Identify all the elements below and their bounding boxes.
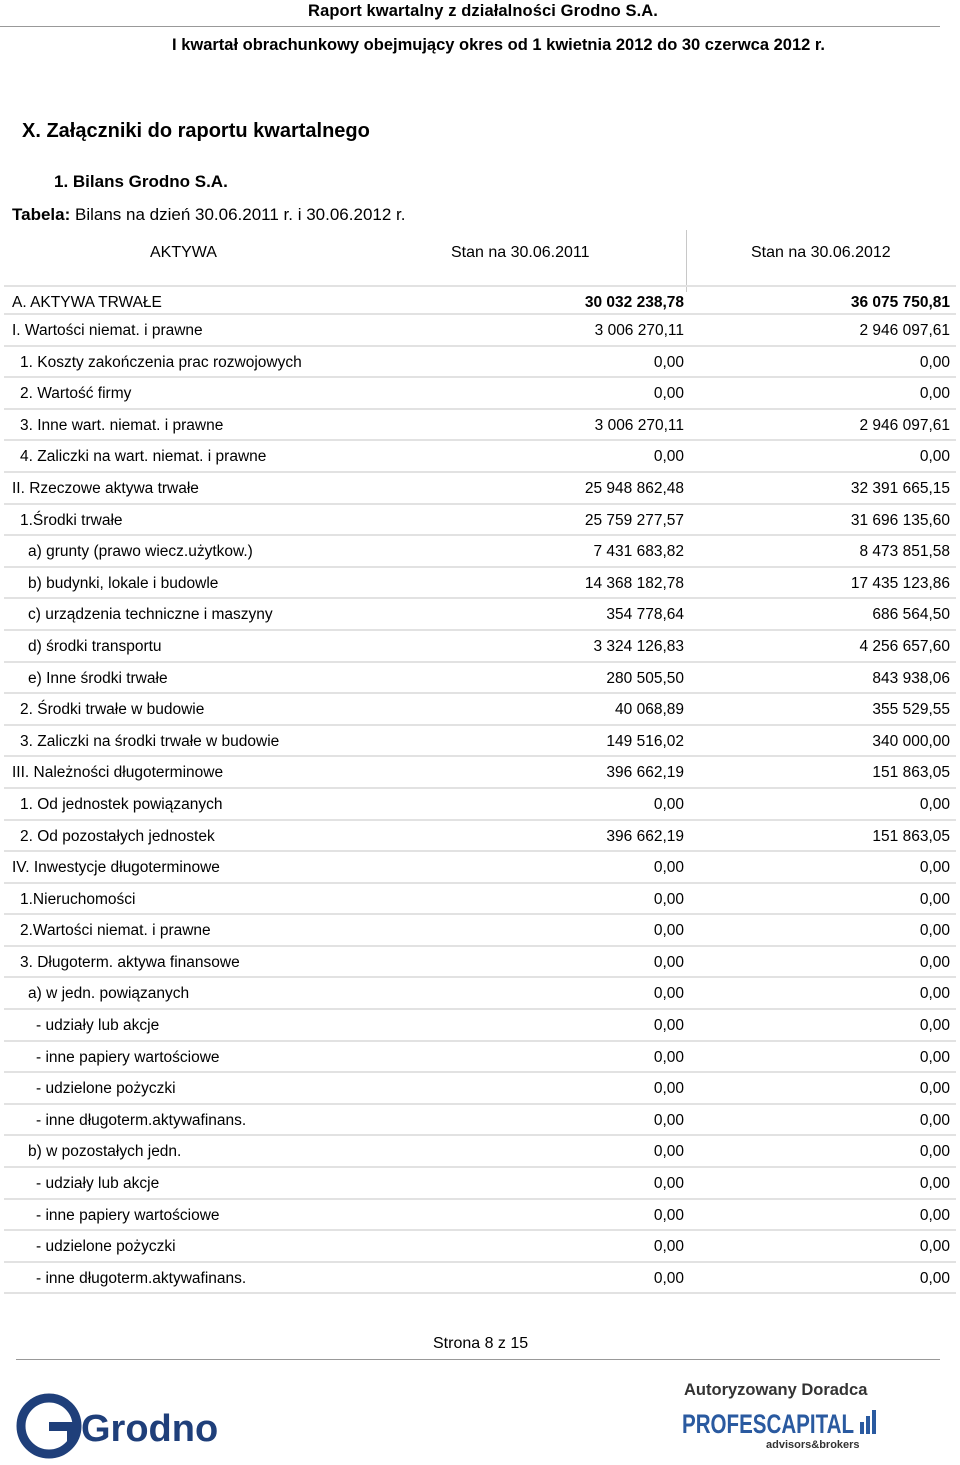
row-value-2012: 0,00: [919, 953, 950, 971]
row-label: 4. Zaliczki na wart. niemat. i prawne: [20, 448, 267, 466]
row-value-2012: 36 075 750,81: [850, 294, 950, 311]
row-value-2012: 0,00: [919, 353, 950, 371]
report-title: Raport kwartalny z działalności Grodno S.A.: [308, 2, 658, 20]
row-value-2012: 4 256 657,60: [859, 637, 950, 655]
row-value-2012: 0,00: [919, 1269, 950, 1287]
row-value-2011: 0,00: [653, 859, 684, 877]
row-value-2011: 354 778,64: [606, 606, 684, 624]
table-row: [4, 315, 956, 347]
row-value-2012: 0,00: [919, 985, 950, 1003]
table-row: [4, 757, 956, 789]
row-value-2011: 0,00: [653, 1111, 684, 1129]
section-title: X. Załączniki do raportu kwartalnego: [22, 120, 370, 142]
table-caption-prefix: Tabela:: [12, 205, 71, 224]
table-row: [4, 1073, 956, 1105]
row-value-2012: 17 435 123,86: [850, 574, 950, 592]
page-number: Strona 8 z 15: [433, 1335, 529, 1352]
table-row: [4, 568, 956, 600]
advisor-label: Autoryzowany Doradca: [684, 1381, 868, 1399]
row-label: A. AKTYWA TRWAŁE: [12, 294, 162, 311]
row-label: - inne papiery wartościowe: [36, 1206, 220, 1224]
row-value-2012: 0,00: [919, 1206, 950, 1224]
row-value-2012: 2 946 097,61: [859, 322, 950, 339]
row-label: 2. Wartość firmy: [20, 385, 132, 403]
table-row: [4, 536, 956, 568]
row-value-2012: 0,00: [919, 922, 950, 940]
row-value-2011: 149 516,02: [606, 732, 684, 750]
profescapital-logo-text: PROFESCAPITAL: [682, 1409, 854, 1439]
row-label: - udzielone pożyczki: [36, 1238, 176, 1256]
row-value-2011: 0,00: [653, 1080, 684, 1098]
row-value-2012: 0,00: [919, 1048, 950, 1066]
row-label: c) urządzenia techniczne i maszyny: [28, 606, 273, 624]
row-value-2012: 0,00: [919, 890, 950, 908]
row-value-2011: 0,00: [653, 1238, 684, 1256]
row-value-2012: 340 000,00: [872, 732, 950, 750]
table-row: [4, 726, 956, 758]
row-label: b) w pozostałych jedn.: [28, 1143, 182, 1161]
table-row: [4, 410, 956, 442]
row-value-2012: 0,00: [919, 1143, 950, 1161]
row-label: - inne długoterm.aktywafinans.: [36, 1269, 247, 1287]
row-value-2011: 396 662,19: [606, 764, 684, 782]
table-row: [4, 631, 956, 663]
table-caption: [12, 205, 405, 225]
column-header-2012: Stan na 30.06.2012: [751, 244, 891, 261]
row-label: 1. Koszty zakończenia prac rozwojowych: [20, 353, 302, 371]
table-row: [4, 1136, 956, 1168]
row-label: II. Rzeczowe aktywa trwałe: [12, 479, 199, 497]
row-value-2012: 355 529,55: [872, 701, 950, 719]
row-value-2011: 0,00: [653, 890, 684, 908]
table-row: [4, 1105, 956, 1137]
row-label: I. Wartości niemat. i prawne: [12, 322, 203, 339]
column-divider: [686, 230, 687, 292]
row-label: a) grunty (prawo wiecz.użytkow.): [28, 543, 253, 561]
table-row: [4, 789, 956, 821]
row-label: 2. Od pozostałych jednostek: [20, 827, 215, 845]
row-label: 2. Środki trwałe w budowie: [20, 701, 205, 719]
row-label: - inne długoterm.aktywafinans.: [36, 1111, 247, 1129]
row-value-2011: 14 368 182,78: [584, 574, 684, 592]
subsection-title: 1. Bilans Grodno S.A.: [54, 172, 228, 191]
table-row: [4, 473, 956, 505]
row-value-2012: 151 863,05: [872, 764, 950, 782]
row-value-2012: 843 938,06: [872, 669, 950, 687]
column-header-label: AKTYWA: [150, 244, 217, 261]
row-value-2012: 0,00: [919, 1017, 950, 1035]
grodno-logo: [15, 1392, 225, 1456]
row-value-2012: 8 473 851,58: [859, 543, 950, 561]
column-header-2011: Stan na 30.06.2011: [451, 244, 590, 261]
row-label: IV. Inwestycje długoterminowe: [12, 859, 220, 877]
row-label: e) Inne środki trwałe: [28, 669, 168, 687]
table-row: [4, 1168, 956, 1200]
row-label: 1. Od jednostek powiązanych: [20, 795, 223, 813]
row-label: 3. Zaliczki na środki trwałe w budowie: [20, 732, 280, 750]
table-row: [4, 978, 956, 1010]
row-value-2011: 0,00: [653, 953, 684, 971]
row-label: III. Należności długoterminowe: [12, 764, 224, 782]
row-value-2011: 25 948 862,48: [584, 479, 684, 497]
row-value-2012: 0,00: [919, 448, 950, 466]
table-row: [4, 852, 956, 884]
row-value-2011: 0,00: [653, 795, 684, 813]
row-value-2011: 0,00: [653, 1017, 684, 1035]
row-value-2011: 0,00: [653, 353, 684, 371]
row-value-2011: 396 662,19: [606, 827, 684, 845]
balance-table: [4, 285, 956, 1294]
table-row: [4, 347, 956, 379]
table-row: [4, 1231, 956, 1263]
row-value-2012: 0,00: [919, 1175, 950, 1193]
profescapital-sub-text: advisors&brokers: [766, 1439, 860, 1451]
table-caption-text: Bilans na dzień 30.06.2011 r. i 30.06.2012 r.: [70, 205, 406, 224]
row-value-2011: 25 759 277,57: [584, 511, 684, 529]
row-label: - inne papiery wartościowe: [36, 1048, 220, 1066]
row-value-2011: 0,00: [653, 1175, 684, 1193]
row-value-2011: 40 068,89: [615, 701, 684, 719]
row-value-2011: 3 006 270,11: [594, 322, 684, 339]
table-row: [4, 441, 956, 473]
row-label: b) budynki, lokale i budowle: [28, 574, 219, 592]
row-value-2012: 31 696 135,60: [850, 511, 950, 529]
row-value-2011: 0,00: [653, 1048, 684, 1066]
row-value-2012: 0,00: [919, 385, 950, 403]
row-value-2012: 0,00: [919, 1080, 950, 1098]
row-value-2011: 280 505,50: [606, 669, 684, 687]
table-row: [4, 1010, 956, 1042]
table-row: [4, 505, 956, 537]
row-label: 3. Długoterm. aktywa finansowe: [20, 953, 240, 971]
row-value-2012: 0,00: [919, 1238, 950, 1256]
table-row: [4, 663, 956, 695]
row-label: 1.Nieruchomości: [20, 890, 136, 908]
row-value-2012: 2 946 097,61: [859, 416, 950, 434]
row-label: 3. Inne wart. niemat. i prawne: [20, 416, 224, 434]
row-label: d) środki transportu: [28, 637, 162, 655]
row-value-2011: 3 324 126,83: [593, 637, 684, 655]
table-row: [4, 285, 956, 315]
row-value-2011: 0,00: [653, 1206, 684, 1224]
row-value-2012: 32 391 665,15: [850, 479, 950, 497]
row-value-2011: 7 431 683,82: [593, 543, 684, 561]
table-row: [4, 915, 956, 947]
row-value-2012: 686 564,50: [872, 606, 950, 624]
row-value-2011: 0,00: [653, 922, 684, 940]
row-value-2012: 0,00: [919, 795, 950, 813]
row-label: - udzielone pożyczki: [36, 1080, 176, 1098]
row-value-2012: 0,00: [919, 1111, 950, 1129]
row-value-2011: 0,00: [653, 985, 684, 1003]
grodno-logo-text: Grodno: [81, 1408, 219, 1450]
table-row: [4, 599, 956, 631]
row-value-2011: 0,00: [653, 1269, 684, 1287]
row-value-2011: 0,00: [653, 448, 684, 466]
row-label: - udziały lub akcje: [36, 1175, 160, 1193]
table-row: [4, 1200, 956, 1232]
table-row: [4, 947, 956, 979]
table-row: [4, 884, 956, 916]
report-period: I kwartał obrachunkowy obejmujący okres od 1 kwietnia 2012 do 30 czerwca 2012 r.: [172, 36, 825, 54]
header-divider: [0, 26, 940, 27]
table-row: [4, 378, 956, 410]
table-row: [4, 1263, 956, 1295]
row-value-2011: 0,00: [653, 385, 684, 403]
row-value-2011: 3 006 270,11: [594, 416, 684, 434]
footer-divider: [16, 1359, 940, 1360]
row-value-2011: 30 032 238,78: [584, 294, 684, 311]
row-value-2011: 0,00: [653, 1143, 684, 1161]
row-label: - udziały lub akcje: [36, 1017, 160, 1035]
table-row: [4, 821, 956, 853]
profescapital-logo: [682, 1404, 882, 1454]
row-label: 2.Wartości niemat. i prawne: [20, 922, 211, 940]
row-value-2012: 0,00: [919, 859, 950, 877]
table-row: [4, 1042, 956, 1074]
table-row: [4, 694, 956, 726]
row-value-2012: 151 863,05: [872, 827, 950, 845]
row-label: a) w jedn. powiązanych: [28, 985, 190, 1003]
row-label: 1.Środki trwałe: [20, 511, 123, 529]
